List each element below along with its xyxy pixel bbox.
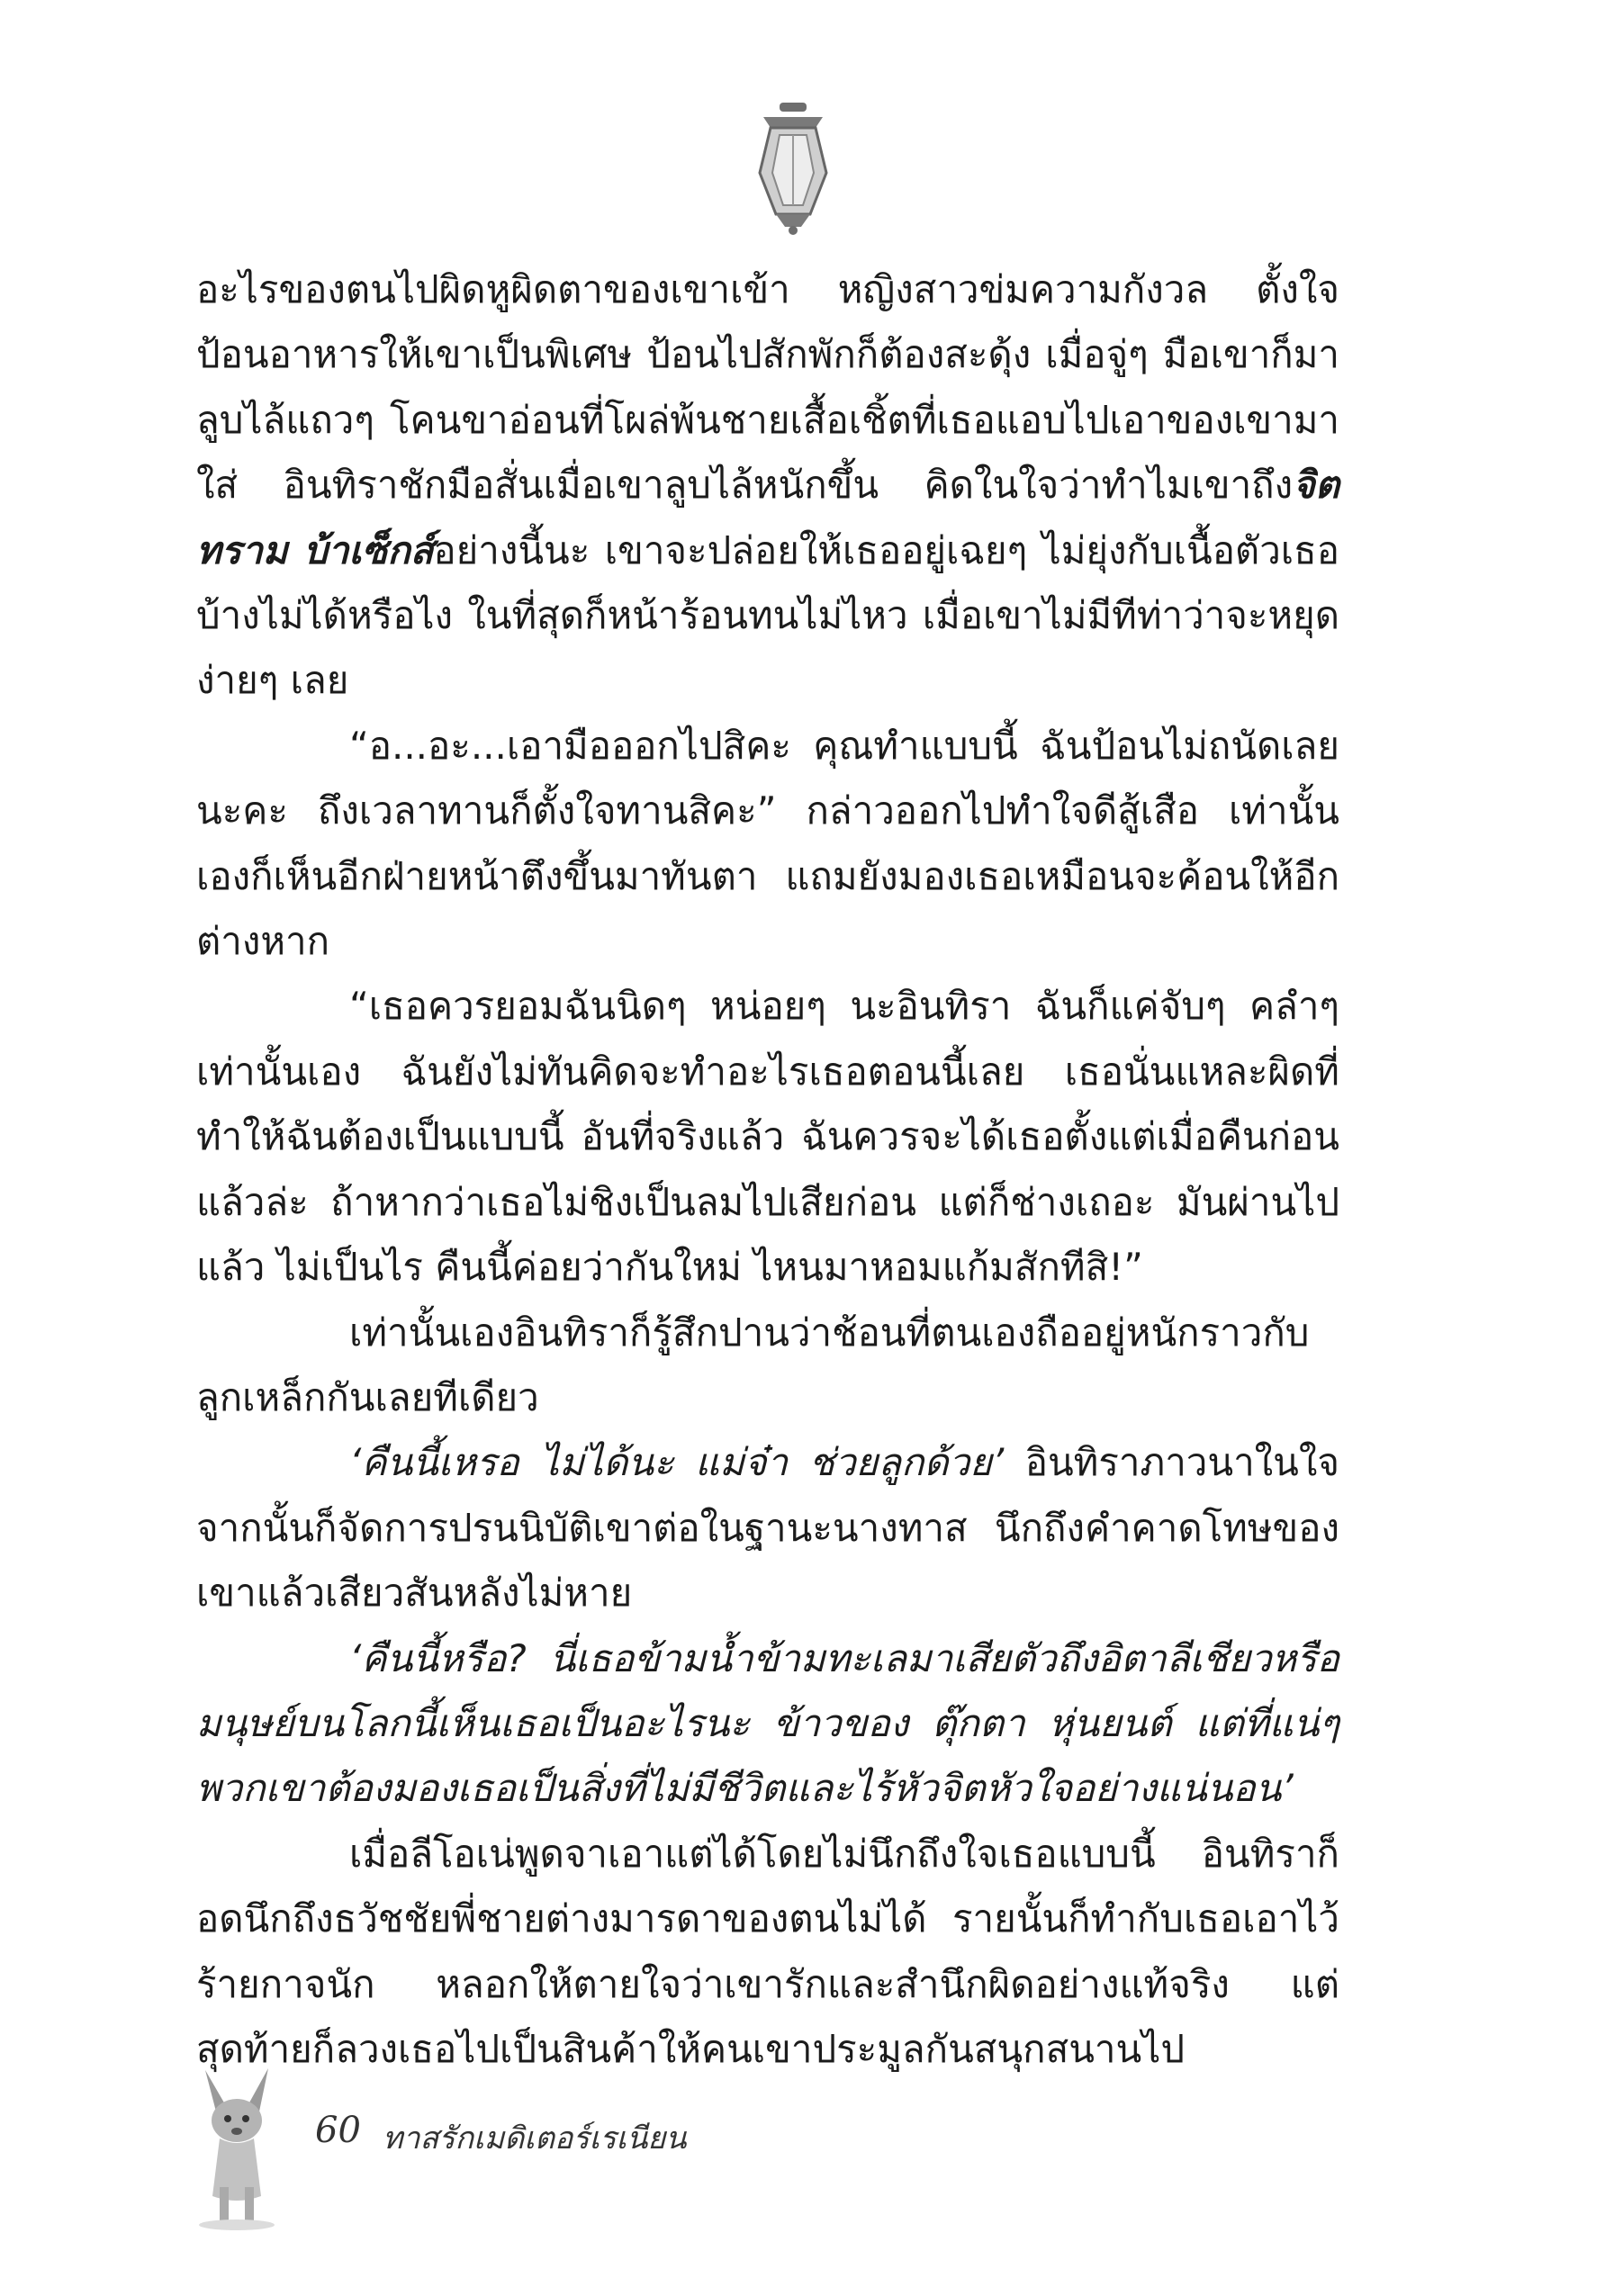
chihuahua-dog-icon xyxy=(189,2061,288,2232)
paragraph xyxy=(196,974,1339,1300)
text-run: เมื่อลีโอเน่พูดจาเอาแต่ได้โดยไม่นึกถึงใจเธอแบบนี้ อินทิราก็อดนึกถึงธวัชชัยพี่ชายต่างมารดาของตนไม่ได้ รายนั้นก็ทำกับเธอเอาไว้ร้ายกาจนัก หลอกให้ตายใจว่าเขารักและสำนึกผิดอย่างแท้จริง แต่สุดท้ายก็ลวงเธอไปเป็นสินค้าให้คนเขาประมูลกันสนุกสนานไป xyxy=(196,1831,1339,2071)
page-footer xyxy=(189,2061,819,2232)
paragraph xyxy=(196,257,1339,714)
text-run: อย่างนี้นะ เขาจะปล่อยให้เธออยู่เฉยๆ ไม่ยุ่งกับเนื้อตัวเธอบ้างไม่ได้หรือไง ในที่สุดก็หน้าร้อนทนไม่ไหว เมื่อเขาไม่มีทีท่าว่าจะหยุดง่ายๆ เลย xyxy=(196,527,1339,703)
book-title: ทาสรักเมดิเตอร์เรเนียน xyxy=(383,2120,687,2156)
text-run: เท่านั้นเองอินทิราก็รู้สึกปานว่าช้อนที่ตนเองถืออยู่หนักราวกับลูกเหล็กกันเลยทีเดียว xyxy=(196,1310,1310,1419)
paragraph xyxy=(196,1430,1339,1625)
text-run: “อ...อะ...เอามือออกไปสิคะ คุณทำแบบนี้ ฉันป้อนไม่ถนัดเลยนะคะ ถึงเวลาทานก็ตั้งใจทานสิคะ” กล่าวออกไปทำใจดีสู้เสือ เท่านั้นเองก็เห็นอีกฝ่ายหน้าตึงขึ้นมาทันตา แถมยังมองเธอเหมือนจะค้อนให้อีกต่างหาก xyxy=(196,723,1339,964)
lantern-ornament-icon xyxy=(744,101,843,236)
page-number: 60 xyxy=(315,2110,361,2151)
text-run: อะไรของตนไปผิดหูผิดตาของเขาเข้า หญิงสาวข่มความกังวล ตั้งใจป้อนอาหารให้เขาเป็นพิเศษ ป้อนไปสักพักก็ต้องสะดุ้ง เมื่อจู่ๆ มือเขาก็มาลูบไล้แถวๆ โคนขาอ่อนที่โผล่พ้นชายเสื้อเชิ้ตที่เธอแอบไปเอาของเขามาใส่ อินทิราชักมือสั่นเมื่อเขาลูบไล้หนักขึ้น คิดในใจว่าทำไมเขาถึง xyxy=(196,267,1339,508)
text-run: อินทิราภาวนาในใจจากนั้นก็จัดการปรนนิบัติเขาต่อในฐานะนางทาส นึกถึงคำคาดโทษของเขาแล้วเสียวสันหลังไม่หาย xyxy=(196,1440,1339,1616)
text-run: “เธอควรยอมฉันนิดๆ หน่อยๆ นะอินทิรา ฉันก็แค่จับๆ คลำๆ เท่านั้นเอง ฉันยังไม่ทันคิดจะทำอะไรเธอตอนนี้เลย เธอนั่นแหละผิดที่ทำให้ฉันต้องเป็นแบบนี้ อันที่จริงแล้ว ฉันควรจะได้เธอตั้งแต่เมื่อคืนก่อนแล้วล่ะ ถ้าหากว่าเธอไม่ชิงเป็นลมไปเสียก่อน แต่ก็ช่างเถอะ มันผ่านไปแล้ว ไม่เป็นไร คืนนี้ค่อยว่ากันใหม่ ไหนมาหอมแก้มสักทีสิ!” xyxy=(196,984,1339,1290)
text-run: ‘คืนนี้เหรอ ไม่ได้นะ แม่จ๋า ช่วยลูกด้วย’ xyxy=(349,1440,1005,1485)
text-run: ‘คืนนี้หรือ? นี่เธอข้ามน้ำข้ามทะเลมาเสียตัวถึงอิตาลีเชียวหรือมนุษย์บนโลกนี้เห็นเธอเป็นอะไรนะ ข้าวของ ตุ๊กตา หุ่นยนต์ แต่ที่แน่ๆ พวกเขาต้องมองเธอเป็นสิ่งที่ไม่มีชีวิตและไร้หัวจิตหัวใจอย่างแน่นอน’ xyxy=(196,1635,1339,1811)
paragraph xyxy=(196,714,1339,975)
text-run: จิตทราม บ้าเซ็กส์ xyxy=(196,463,1339,572)
paragraph xyxy=(196,1822,1339,2083)
body-text xyxy=(196,257,1339,2082)
paragraph xyxy=(196,1626,1339,1822)
paragraph xyxy=(196,1301,1339,1431)
